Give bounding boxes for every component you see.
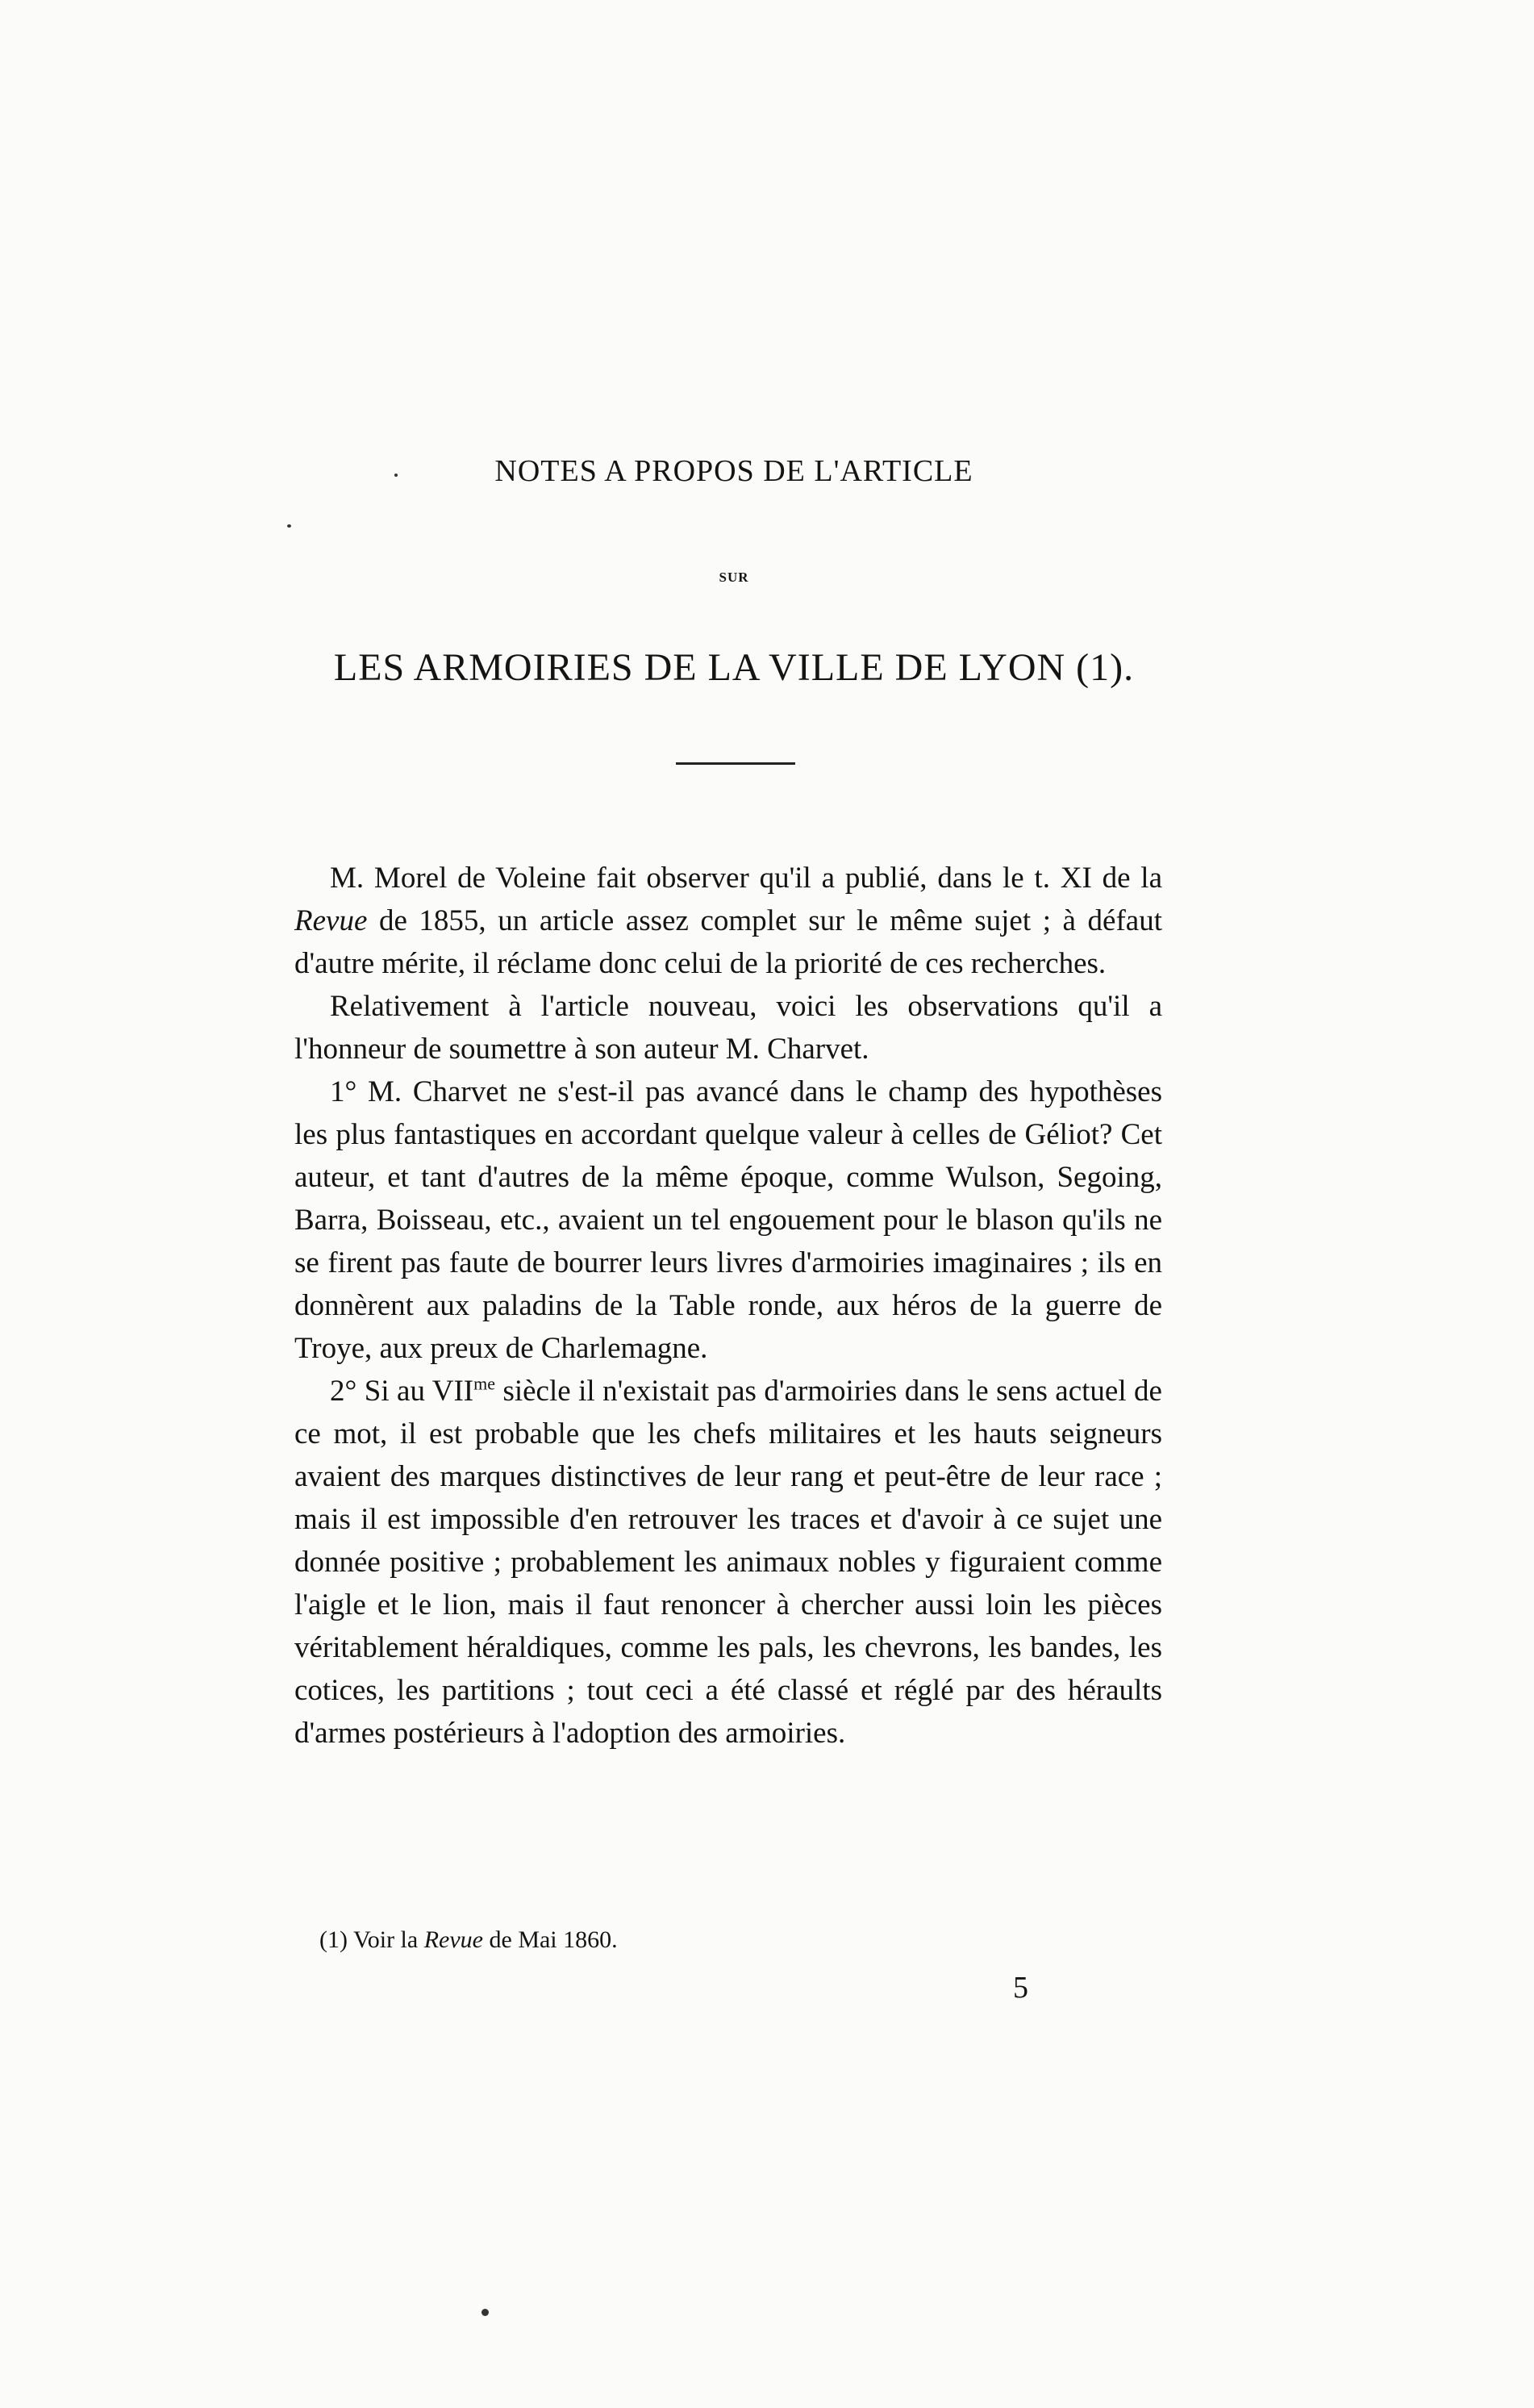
paragraph-1-part-b: de 1855, un article assez complet sur le même sujet ; à défaut d'autre mérite, il réclame donc celui de la priorité de ces recherches.: [294, 904, 1162, 980]
footnote-part-b: de Mai 1860.: [483, 1926, 618, 1953]
ink-speck: [394, 474, 398, 477]
paragraph-1-italic: Revue: [294, 904, 368, 937]
ink-speck: [481, 2309, 489, 2316]
body-text: [294, 857, 1162, 1755]
footnote-italic: Revue: [423, 1926, 483, 1953]
paragraph-3: 1° M. Charvet ne s'est-il pas avancé dans le champ des hypothèses les plus fantastiques en accordant quelque valeur à celles de Géliot? Cet auteur, et tant d'autres de la même époque, comme Wulson, Segoing, Barra, Boisseau, etc., avaient un tel engouement pour le blason qu'ils ne se firent pas faute de bourrer leurs livres d'armoiries imaginaires ; ils en donnèrent aux paladins de la Table ronde, aux héros de la guerre de Troye, aux preux de Charlemagne.: [294, 1075, 1162, 1365]
title-rule: [676, 762, 795, 765]
article-title: NOTES A PROPOS DE L'ARTICLE: [494, 454, 973, 488]
ink-speck: [287, 524, 291, 528]
paragraph-4: [294, 1370, 1162, 1755]
footnote: [319, 1926, 618, 1954]
page-number: 5: [1013, 1971, 1028, 2005]
article-subtitle: LES ARMOIRIES DE LA VILLE DE LYON (1).: [333, 646, 1135, 689]
paragraph-4-superscript: me: [473, 1373, 495, 1394]
paragraph-2: Relativement à l'article nouveau, voici les observations qu'il a l'honneur de soumettre à son auteur M. Charvet.: [294, 990, 1162, 1066]
paragraph-1-part-a: M. Morel de Voleine fait observer qu'il a publié, dans le t. XI de la: [330, 862, 1162, 895]
paragraph-4-part-a: 2° Si au VII: [330, 1375, 474, 1408]
paragraph-1: [294, 857, 1162, 985]
paragraph-4-part-b: siècle il n'existait pas d'armoiries dans le sens actuel de ce mot, il est probable que les chefs militaires et les hauts seigneurs avaient des marques distinctives de leur rang et peut-être de leur race ; mais il est impossible d'en retrouver les traces et d'avoir à ce sujet une donnée positive ; probablement les animaux nobles y figuraient comme l'aigle et le lion, mais il faut renoncer à chercher aussi loin les pièces véritablement héraldiques, comme les pals, les chevrons, les bandes, les cotices, les partitions ; tout ceci a été classé et réglé par des héraults d'armes postérieurs à l'adoption des armoiries.: [294, 1375, 1162, 1750]
title-connector: SUR: [719, 570, 749, 585]
footnote-part-a: (1) Voir la: [319, 1926, 424, 1953]
